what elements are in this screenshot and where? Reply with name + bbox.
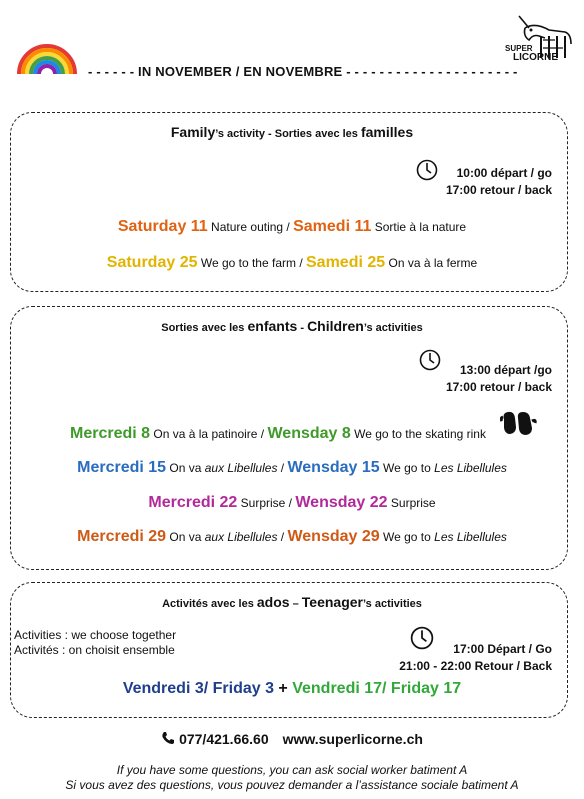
family-event-2: Saturday 25 We go to the farm / Samedi 25 On va à la ferme: [106, 254, 478, 271]
children-time-block: [446, 362, 552, 396]
page-title: - - - - - - IN NOVEMBER / EN NOVEMBRE - - - - - - - - - - - - - - - - - - - - -: [88, 64, 518, 79]
logo-super: SUPER: [505, 44, 533, 53]
teen-box-title: Activités avec les ados – Teenager’s activities: [162, 594, 422, 610]
logo-licorne: LICORNE: [513, 52, 558, 63]
family-time-block: [446, 165, 552, 199]
clock-icon: [419, 349, 441, 371]
family-box-title: Family’s activity - Sorties avec les familles: [170, 124, 414, 140]
footer-note-en: If you have some questions, you can ask social worker batiment A: [116, 763, 468, 777]
family-return-time: 17:00 retour / back: [445, 183, 552, 197]
children-box-title: Sorties avec les enfants - Children’s activities: [161, 318, 423, 334]
footer-note: [0, 763, 584, 793]
phone-number[interactable]: 077/421.66.60: [179, 731, 269, 747]
children-event-4: Mercredi 29 On va aux Libellules / Wensday 29 We go to Les Libellules: [77, 528, 507, 545]
footer-note-fr: Si vous avez des questions, vous pouvez demander a l’assistance sociale batiment A: [65, 778, 519, 792]
teen-activity-note: [14, 628, 176, 658]
phone-icon: [161, 731, 175, 745]
children-event-2: Mercredi 15 On va aux Libellules / Wensday 15 We go to Les Libellules: [77, 459, 507, 476]
clock-icon: [416, 159, 438, 181]
children-event-1: Mercredi 8 On va à la patinoire / Wensday 8 We go to the skating rink: [70, 425, 486, 442]
family-departure-time: 10:00 départ / go: [456, 166, 552, 180]
website-link[interactable]: www.superlicorne.ch: [282, 731, 423, 747]
teen-dates: Vendredi 3/ Friday 3 + Vendredi 17/ Friday 17: [122, 680, 462, 697]
children-departure-time: 13:00 départ /go: [459, 363, 552, 377]
children-return-time: 17:00 retour / back: [445, 380, 552, 394]
teen-note-fr: Activités : on choisit ensemble: [14, 643, 175, 657]
mittens-icon: [500, 409, 538, 441]
teen-departure-time: 17:00 Départ / Go: [453, 642, 552, 656]
logo-text: [505, 44, 558, 62]
super-licorne-logo: [505, 14, 577, 74]
teen-note-en: Activities : we choose together: [14, 628, 177, 642]
contact-line: [0, 731, 584, 747]
teen-time-block: [399, 641, 552, 675]
rainbow-icon: [16, 42, 78, 76]
family-event-1: Saturday 11 Nature outing / Samedi 11 Sortie à la nature: [117, 218, 467, 235]
teen-return-time: 21:00 - 22:00 Retour / Back: [399, 659, 552, 673]
children-event-3: Mercredi 22 Surprise / Wensday 22 Surprise: [148, 494, 436, 511]
